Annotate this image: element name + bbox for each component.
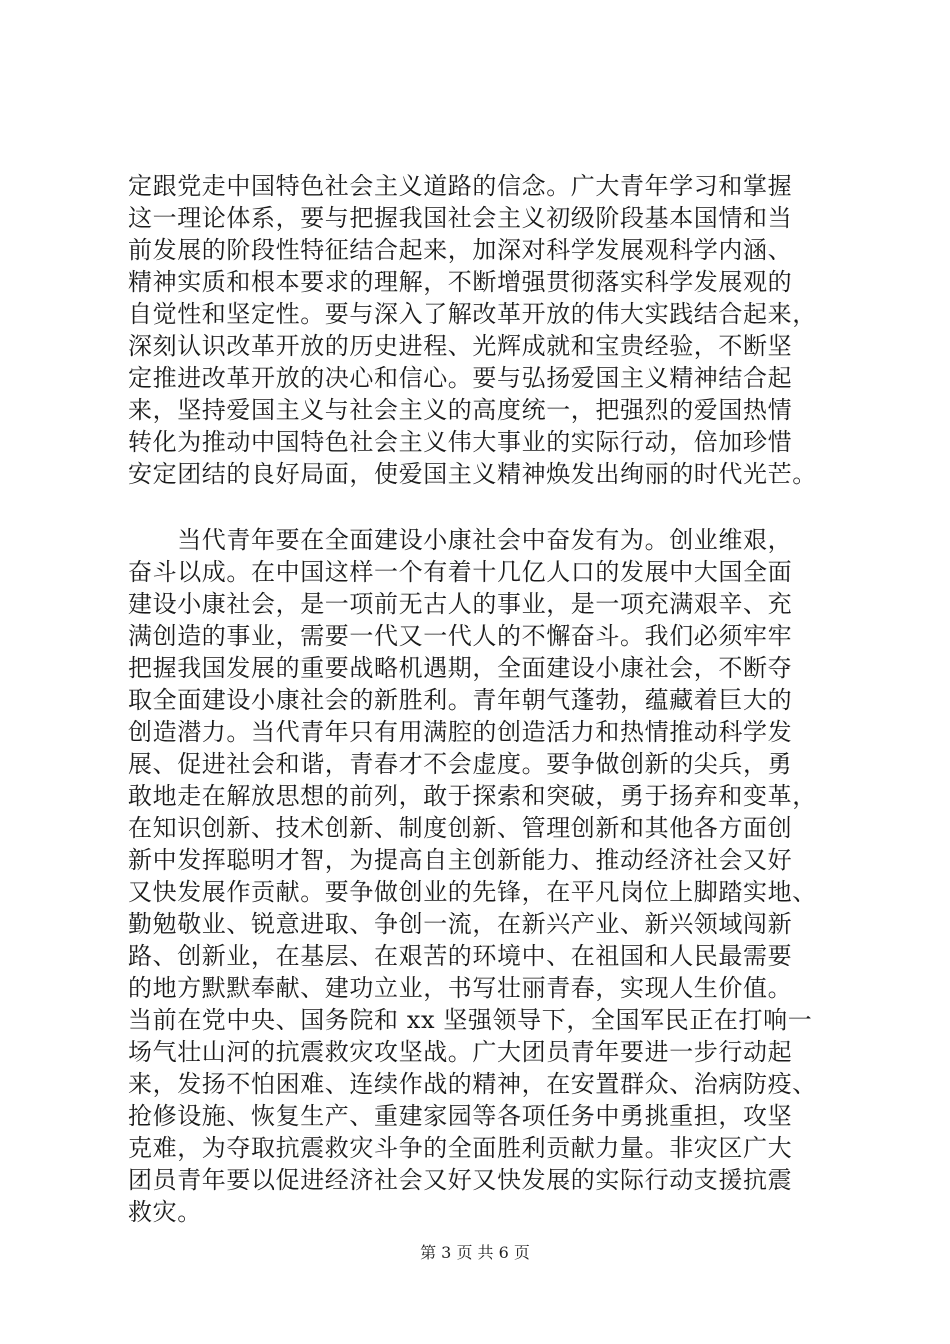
- text-line: 勤勉敬业、锐意进取、争创一流，在新兴产业、新兴领域闯新: [128, 910, 793, 938]
- text-line: 抢修设施、恢复生产、重建家园等各项任务中勇挑重担，攻坚: [128, 1102, 793, 1130]
- text-line: 当代青年要在全面建设小康社会中奋发有为。创业维艰，: [128, 526, 793, 554]
- text-line: 又快发展作贡献。要争做创业的先锋，在平凡岗位上脚踏实地、: [128, 878, 817, 906]
- text-line: 来，发扬不怕困难、连续作战的精神，在安置群众、治病防疫、: [128, 1070, 817, 1098]
- paragraph-gap: [128, 490, 848, 524]
- text-line: 定推进改革开放的决心和信心。要与弘扬爱国主义精神结合起: [128, 364, 793, 392]
- text-line: 当前在党中央、国务院和 xx 坚强领导下，全国军民正在打响一: [128, 1006, 813, 1034]
- text-line: 救灾。: [128, 1198, 202, 1226]
- paragraph-1: [128, 170, 848, 490]
- body-text: [128, 170, 848, 1228]
- text-line: 场气壮山河的抗震救灾攻坚战。广大团员青年要进一步行动起: [128, 1038, 793, 1066]
- text-line: 转化为推动中国特色社会主义伟大事业的实际行动，倍加珍惜: [128, 428, 793, 456]
- text-line: 深刻认识改革开放的历史进程、光辉成就和宝贵经验，不断坚: [128, 332, 793, 360]
- text-line: 奋斗以成。在中国这样一个有着十几亿人口的发展中大国全面: [128, 558, 793, 586]
- text-line: 路、创新业，在基层、在艰苦的环境中、在祖国和人民最需要: [128, 942, 793, 970]
- text-line: 这一理论体系，要与把握我国社会主义初级阶段基本国情和当: [128, 204, 793, 232]
- text-line: 敢地走在解放思想的前列，敢于探索和突破，勇于扬弃和变革，: [128, 782, 817, 810]
- text-line: 克难，为夺取抗震救灾斗争的全面胜利贡献力量。非灾区广大: [128, 1134, 793, 1162]
- text-line: 新中发挥聪明才智，为提高自主创新能力、推动经济社会又好: [128, 846, 793, 874]
- text-line: 建设小康社会，是一项前无古人的事业，是一项充满艰辛、充: [128, 590, 793, 618]
- text-line: 把握我国发展的重要战略机遇期，全面建设小康社会，不断夺: [128, 654, 793, 682]
- text-line: 精神实质和根本要求的理解，不断增强贯彻落实科学发展观的: [128, 268, 793, 296]
- text-line: 自觉性和坚定性。要与深入了解改革开放的伟大实践结合起来，: [128, 300, 817, 328]
- text-line: 定跟党走中国特色社会主义道路的信念。广大青年学习和掌握: [128, 172, 793, 200]
- text-line: 创造潜力。当代青年只有用满腔的创造活力和热情推动科学发: [128, 718, 793, 746]
- text-line: 的地方默默奉献、建功立业，书写壮丽青春，实现人生价值。: [128, 974, 793, 1002]
- page-number-footer: 第 3 页 共 6 页: [420, 1243, 530, 1262]
- text-line: 来，坚持爱国主义与社会主义的高度统一，把强烈的爱国热情: [128, 396, 793, 424]
- text-line: 在知识创新、技术创新、制度创新、管理创新和其他各方面创: [128, 814, 793, 842]
- text-line: 安定团结的良好局面，使爱国主义精神焕发出绚丽的时代光芒。: [128, 460, 817, 488]
- text-line: 前发展的阶段性特征结合起来，加深对科学发展观科学内涵、: [128, 236, 793, 264]
- text-line: 取全面建设小康社会的新胜利。青年朝气蓬勃，蕴藏着巨大的: [128, 686, 793, 714]
- paragraph-2: [128, 524, 848, 1228]
- text-line: 团员青年要以促进经济社会又好又快发展的实际行动支援抗震: [128, 1166, 793, 1194]
- text-line: 展、促进社会和谐，青春才不会虚度。要争做创新的尖兵，勇: [128, 750, 793, 778]
- text-line: 满创造的事业，需要一代又一代人的不懈奋斗。我们必须牢牢: [128, 622, 793, 650]
